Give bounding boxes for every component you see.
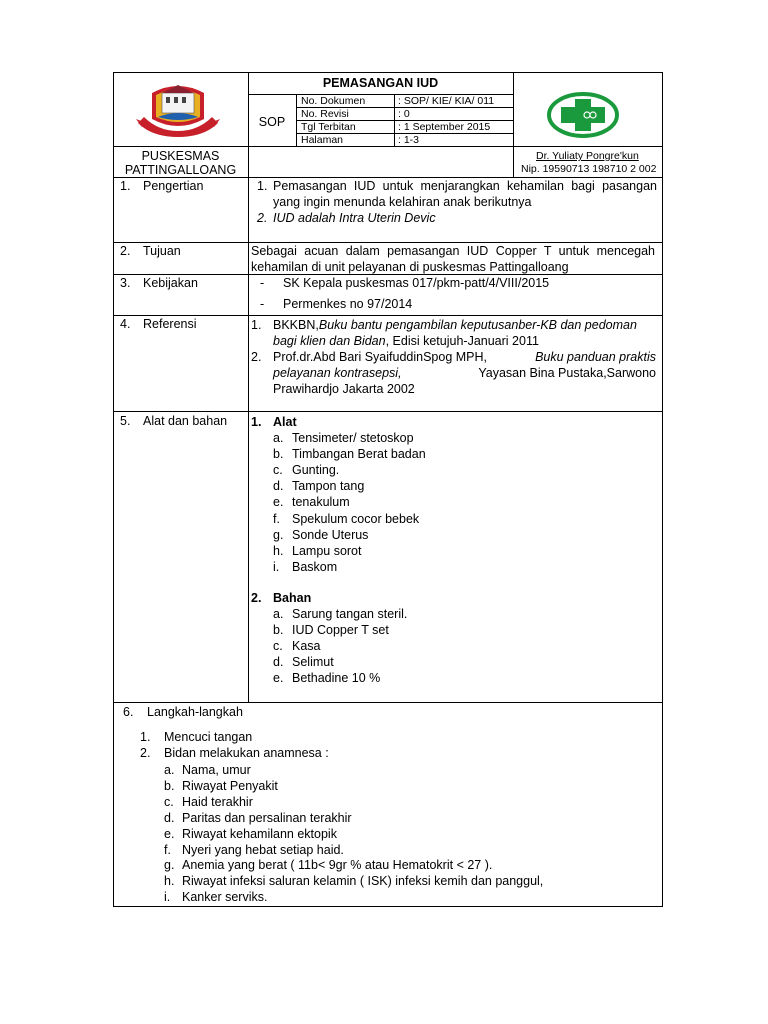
ref2-author: Prof.dr.Abd Bari SyaifuddinSpog MPH, xyxy=(273,350,488,364)
ref1-title-cont: bagi klien dan Bidan xyxy=(273,334,386,348)
section-number: 6. xyxy=(123,705,134,719)
alat-item: Timbangan Berat badan xyxy=(292,447,426,462)
document-title: PEMASANGAN IUD xyxy=(322,76,439,90)
referensi-item2-line2 xyxy=(273,365,656,381)
section-label-pengertian: Pengertian xyxy=(143,179,204,193)
referensi-item2-line1 xyxy=(273,349,656,365)
anamnesa-item: Nama, umur xyxy=(182,763,251,777)
alat-item: Lampu sorot xyxy=(292,543,362,558)
anamnesa-letter: i. xyxy=(164,890,171,905)
section-number: 4. xyxy=(120,317,131,331)
alat-letter: i. xyxy=(273,559,280,574)
anamnesa-letter: b. xyxy=(164,778,175,793)
page-value: : 1-3 xyxy=(398,134,420,146)
bullet-dash: - xyxy=(260,297,265,311)
anamnesa-letter: e. xyxy=(164,826,175,841)
pengertian-item2: IUD adalah Intra Uterin Devic xyxy=(273,211,436,225)
anamnesa-item: Riwayat infeksi saluran kelamin ( ISK) infeksi kemih dan panggul, xyxy=(182,874,544,889)
kebijakan-item: Permenkes no 97/2014 xyxy=(283,297,413,311)
pengertian-item1-line1: Pemasangan IUD untuk menjarangkan kehamilan bagi pasangan xyxy=(273,179,657,193)
section-label-tujuan: Tujuan xyxy=(143,244,181,258)
alat-item: Sonde Uterus xyxy=(292,527,369,542)
ref1-edition: , Edisi ketujuh-Januari 2011 xyxy=(385,334,539,348)
anamnesa-letter: g. xyxy=(164,858,175,873)
health-cross-logo xyxy=(547,92,619,138)
section-number: 1. xyxy=(120,179,131,193)
list-number: 1. xyxy=(140,730,151,744)
doc-number-label: No. Dokumen xyxy=(301,95,366,107)
bahan-item: IUD Copper T set xyxy=(292,623,389,638)
alat-item: tenakulum xyxy=(292,495,350,510)
anamnesa-letter: f. xyxy=(164,842,171,857)
alat-item: Tampon tang xyxy=(292,479,365,494)
anamnesa-letter: d. xyxy=(164,810,175,825)
alat-letter: g. xyxy=(273,527,284,542)
section-number: 3. xyxy=(120,276,131,290)
kebijakan-item: SK Kepala puskesmas 017/pkm-patt/4/VIII/2015 xyxy=(283,276,550,290)
referensi-item1-line2 xyxy=(273,333,539,349)
issue-date-label: Tgl Terbitan xyxy=(301,121,356,133)
tujuan-line2: kehamilan di unit pelayanan di puskesmas Pattingalloang xyxy=(251,260,569,274)
sop-label: SOP xyxy=(258,115,286,129)
alat-item: Spekulum cocor bebek xyxy=(292,511,420,526)
list-number: 1. xyxy=(257,179,268,193)
langkah-step1: Mencuci tangan xyxy=(164,730,253,744)
langkah-step2: Bidan melakukan anamnesa : xyxy=(164,746,329,760)
referensi-item1-line1 xyxy=(273,317,656,333)
institution-name-line2: PATTINGALLOANG xyxy=(124,163,237,177)
list-number: 2. xyxy=(257,211,268,225)
bahan-item: Bethadine 10 % xyxy=(292,671,381,686)
alat-letter: d. xyxy=(273,479,284,494)
alat-item: Gunting. xyxy=(292,463,340,478)
anamnesa-item: Kanker serviks. xyxy=(182,890,268,905)
page-label: Halaman xyxy=(301,134,344,146)
alat-letter: a. xyxy=(273,431,284,445)
list-number: 2. xyxy=(251,350,262,364)
anamnesa-item: Haid terakhir xyxy=(182,794,253,809)
ref1-title: Buku bantu pengambilan keputusanber-KB dan pedoman xyxy=(318,318,637,332)
alat-item: Tensimeter/ stetoskop xyxy=(292,431,414,445)
bahan-heading: Bahan xyxy=(273,591,312,605)
ref1-author: BKKBN, xyxy=(273,318,319,332)
list-number: 1. xyxy=(251,415,262,429)
section-label-referensi: Referensi xyxy=(143,317,197,331)
revision-value: : 0 xyxy=(398,108,410,120)
ref2-title: Buku panduan praktis xyxy=(535,350,656,364)
section-number: 5. xyxy=(120,414,131,428)
doc-number-value: : SOP/ KIE/ KIA/ 011 xyxy=(398,95,495,107)
bahan-item: Kasa xyxy=(292,639,321,654)
anamnesa-letter: c. xyxy=(164,794,174,809)
anamnesa-item: Riwayat kehamilann ektopik xyxy=(182,826,337,841)
section-number: 2. xyxy=(120,244,131,258)
referensi-item2-line3: Prawihardjo Jakarta 2002 xyxy=(273,382,415,396)
alat-letter: h. xyxy=(273,543,284,558)
puskesmas-seal-logo xyxy=(132,79,224,141)
bahan-item: Selimut xyxy=(292,655,334,670)
anamnesa-item: Nyeri yang hebat setiap haid. xyxy=(182,842,344,857)
bullet-dash: - xyxy=(260,276,265,290)
anamnesa-item: Anemia yang berat ( 11b< 9gr % atau Hematokrit < 27 ). xyxy=(182,858,493,873)
section-label-alat-bahan: Alat dan bahan xyxy=(143,414,228,428)
alat-letter: c. xyxy=(273,463,283,478)
anamnesa-item: Riwayat Penyakit xyxy=(182,778,278,793)
bahan-letter: c. xyxy=(273,639,283,654)
alat-letter: e. xyxy=(273,495,284,510)
section-label-langkah: Langkah-langkah xyxy=(147,705,243,719)
bahan-letter: e. xyxy=(273,671,284,686)
issue-date-value: : 1 September 2015 xyxy=(398,121,491,133)
alat-heading: Alat xyxy=(273,415,297,429)
anamnesa-item: Paritas dan persalinan terakhir xyxy=(182,810,352,825)
section-label-kebijakan: Kebijakan xyxy=(143,276,198,290)
bahan-letter: d. xyxy=(273,655,284,670)
alat-item: Baskom xyxy=(292,559,338,574)
alat-letter: b. xyxy=(273,447,284,462)
list-number: 1. xyxy=(251,318,262,332)
anamnesa-letter: h. xyxy=(164,874,175,889)
anamnesa-letter: a. xyxy=(164,763,175,777)
alat-letter: f. xyxy=(273,511,280,526)
bahan-letter: b. xyxy=(273,623,284,638)
bahan-letter: a. xyxy=(273,607,284,621)
bahan-item: Sarung tangan steril. xyxy=(292,607,408,621)
institution-name-line1: PUSKESMAS xyxy=(141,149,220,163)
ref2-title-cont: pelayanan kontrasepsi, xyxy=(273,366,402,380)
pengertian-item1-line2: yang ingin menunda kelahiran anak berikutnya xyxy=(273,195,532,209)
list-number: 2. xyxy=(251,591,262,605)
signatory-nip: Nip. 19590713 198710 2 002 xyxy=(521,163,657,175)
ref2-publisher: Yayasan Bina Pustaka,Sarwono xyxy=(478,366,656,380)
revision-label: No. Revisi xyxy=(301,108,349,120)
tujuan-line1: Sebagai acuan dalam pemasangan IUD Copper T untuk mencegah xyxy=(251,244,655,258)
list-number: 2. xyxy=(140,746,151,760)
signatory-name: Dr. Yuliaty Pongre'kun xyxy=(536,150,639,162)
